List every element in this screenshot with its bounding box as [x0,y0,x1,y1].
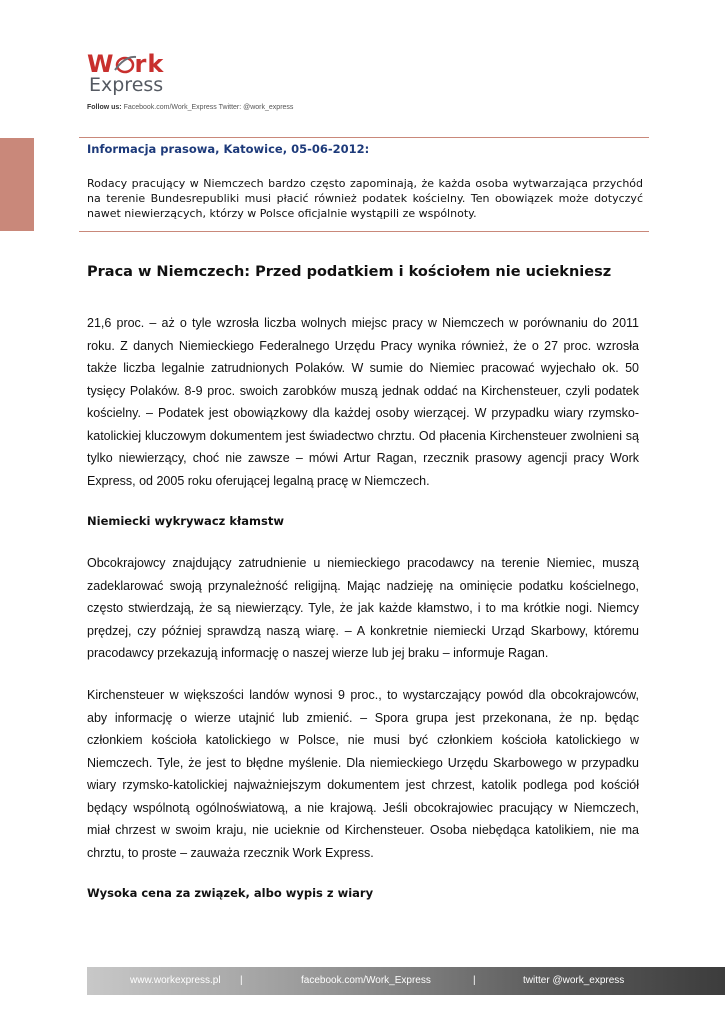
footer-separator: | [240,975,243,986]
follow-label: Follow us: [87,104,122,111]
section-heading-2: Wysoka cena za związek, albo wypis z wiary [87,886,374,900]
lead-paragraph: Rodacy pracujący w Niemczech bardzo często zapominają, że każda osoba wytwarzająca przychód na terenie Bundesrepubliki musi płacić również podatek kościelny. Ten obowiązek może dotyczyć nawet niewierzących, którzy w Polsce oficjalnie wystąpili ze wspólnoty. [87,177,643,220]
logo-wordmark: W rk [87,50,165,78]
side-accent-tab [0,138,34,231]
body-paragraph-2: Obcokrajowcy znajdujący zatrudnienie u niemieckiego pracodawcy na terenie Niemiec, muszą zadeklarować swoją przynależność religijną. Mając nadzieję na ominięcie podatku kościelnego, często stwierdzają, że są niewierzący. Tyle, że jak każde kłamstwo, i to ma krótkie nogi. Niemcy prędzej, czy później sprawdzą naszą wiarę. – A konkretnie niemiecki Urząd Skarbowy, któremu pracodawcy przekazują informację o naszej wierze lub jej braku – informuje Ragan. [87,556,639,660]
section-heading-1: Niemiecki wykrywacz kłamstw [87,514,284,528]
press-release-heading: Informacja prasowa, Katowice, 05-06-2012: [87,142,370,156]
follow-links: Facebook.com/Work_Express Twitter: @work_express [123,104,294,111]
footer-twitter-link[interactable]: twitter @work_express [523,975,625,986]
article-title: Praca w Niemczech: Przed podatkiem i kościołem nie uciekniesz [87,264,612,280]
work-express-logo [87,52,197,98]
logo-subtitle: Express [89,74,164,96]
divider-top [79,137,649,138]
footer-website-link[interactable]: www.workexpress.pl [130,975,221,986]
footer-bar [87,967,725,995]
body-paragraph-1: 21,6 proc. – aż o tyle wzrosła liczba wolnych miejsc pracy w Niemczech w porównaniu do 2011 roku. Z danych Niemieckiego Federalnego Urzędu Pracy wynika również, że o 27 proc. wzrosła także liczba legalnie zatrudnionych Polaków. W sumie do Niemiec pracować wyjechało ok. 50 tysięcy Polaków. 8-9 proc. swoich zarobków muszą jednak oddać na Kirchensteuer, czyli podatek kościelny. – Podatek jest obowiązkowy dla każdej osoby wierzącej. W przypadku wiary rzymsko-katolickiej kluczowym dokumentem jest świadectwo chrztu. Od płacenia Kirchensteuer zwolnieni są tylko niewierzący, choć nie zawsze – mówi Artur Ragan, rzecznik prasowy agencji pracy Work Express, od 2005 roku oferującej legalną pracę w Niemczech. [87,316,639,488]
footer-separator: | [473,975,476,986]
follow-us-line [87,104,293,111]
globe-swoosh-icon [113,54,137,74]
footer-facebook-link[interactable]: facebook.com/Work_Express [301,975,431,986]
divider-bottom [79,231,649,232]
body-paragraph-3: Kirchensteuer w większości landów wynosi 9 proc., to wystarczający powód dla obcokrajowców, aby informację o wierze utajnić lub zmienić. – Spora grupa jest przekonana, że np. będąc członkiem kościoła katolickiego w Polsce, nie musi być członkiem kościoła katolickiego w Niemczech. Tyle, że jest to błędne myślenie. Dla niemieckiego Urzędu Skarbowego w przypadku wiary rzymsko-katolickiej najważniejszym dokumentem jest chrzest, katolik podlega pod kościół będący wspólnotą ogólnoświatową, a nie krajową. Jeśli obcokrajowiec pracujący w Niemczech, miał chrzest w swoim kraju, nie ucieknie od Kirchensteuer. Osoba niebędąca katolikiem, nie ma chrztu, to proste – zauważa rzecznik Work Express. [87,688,639,860]
